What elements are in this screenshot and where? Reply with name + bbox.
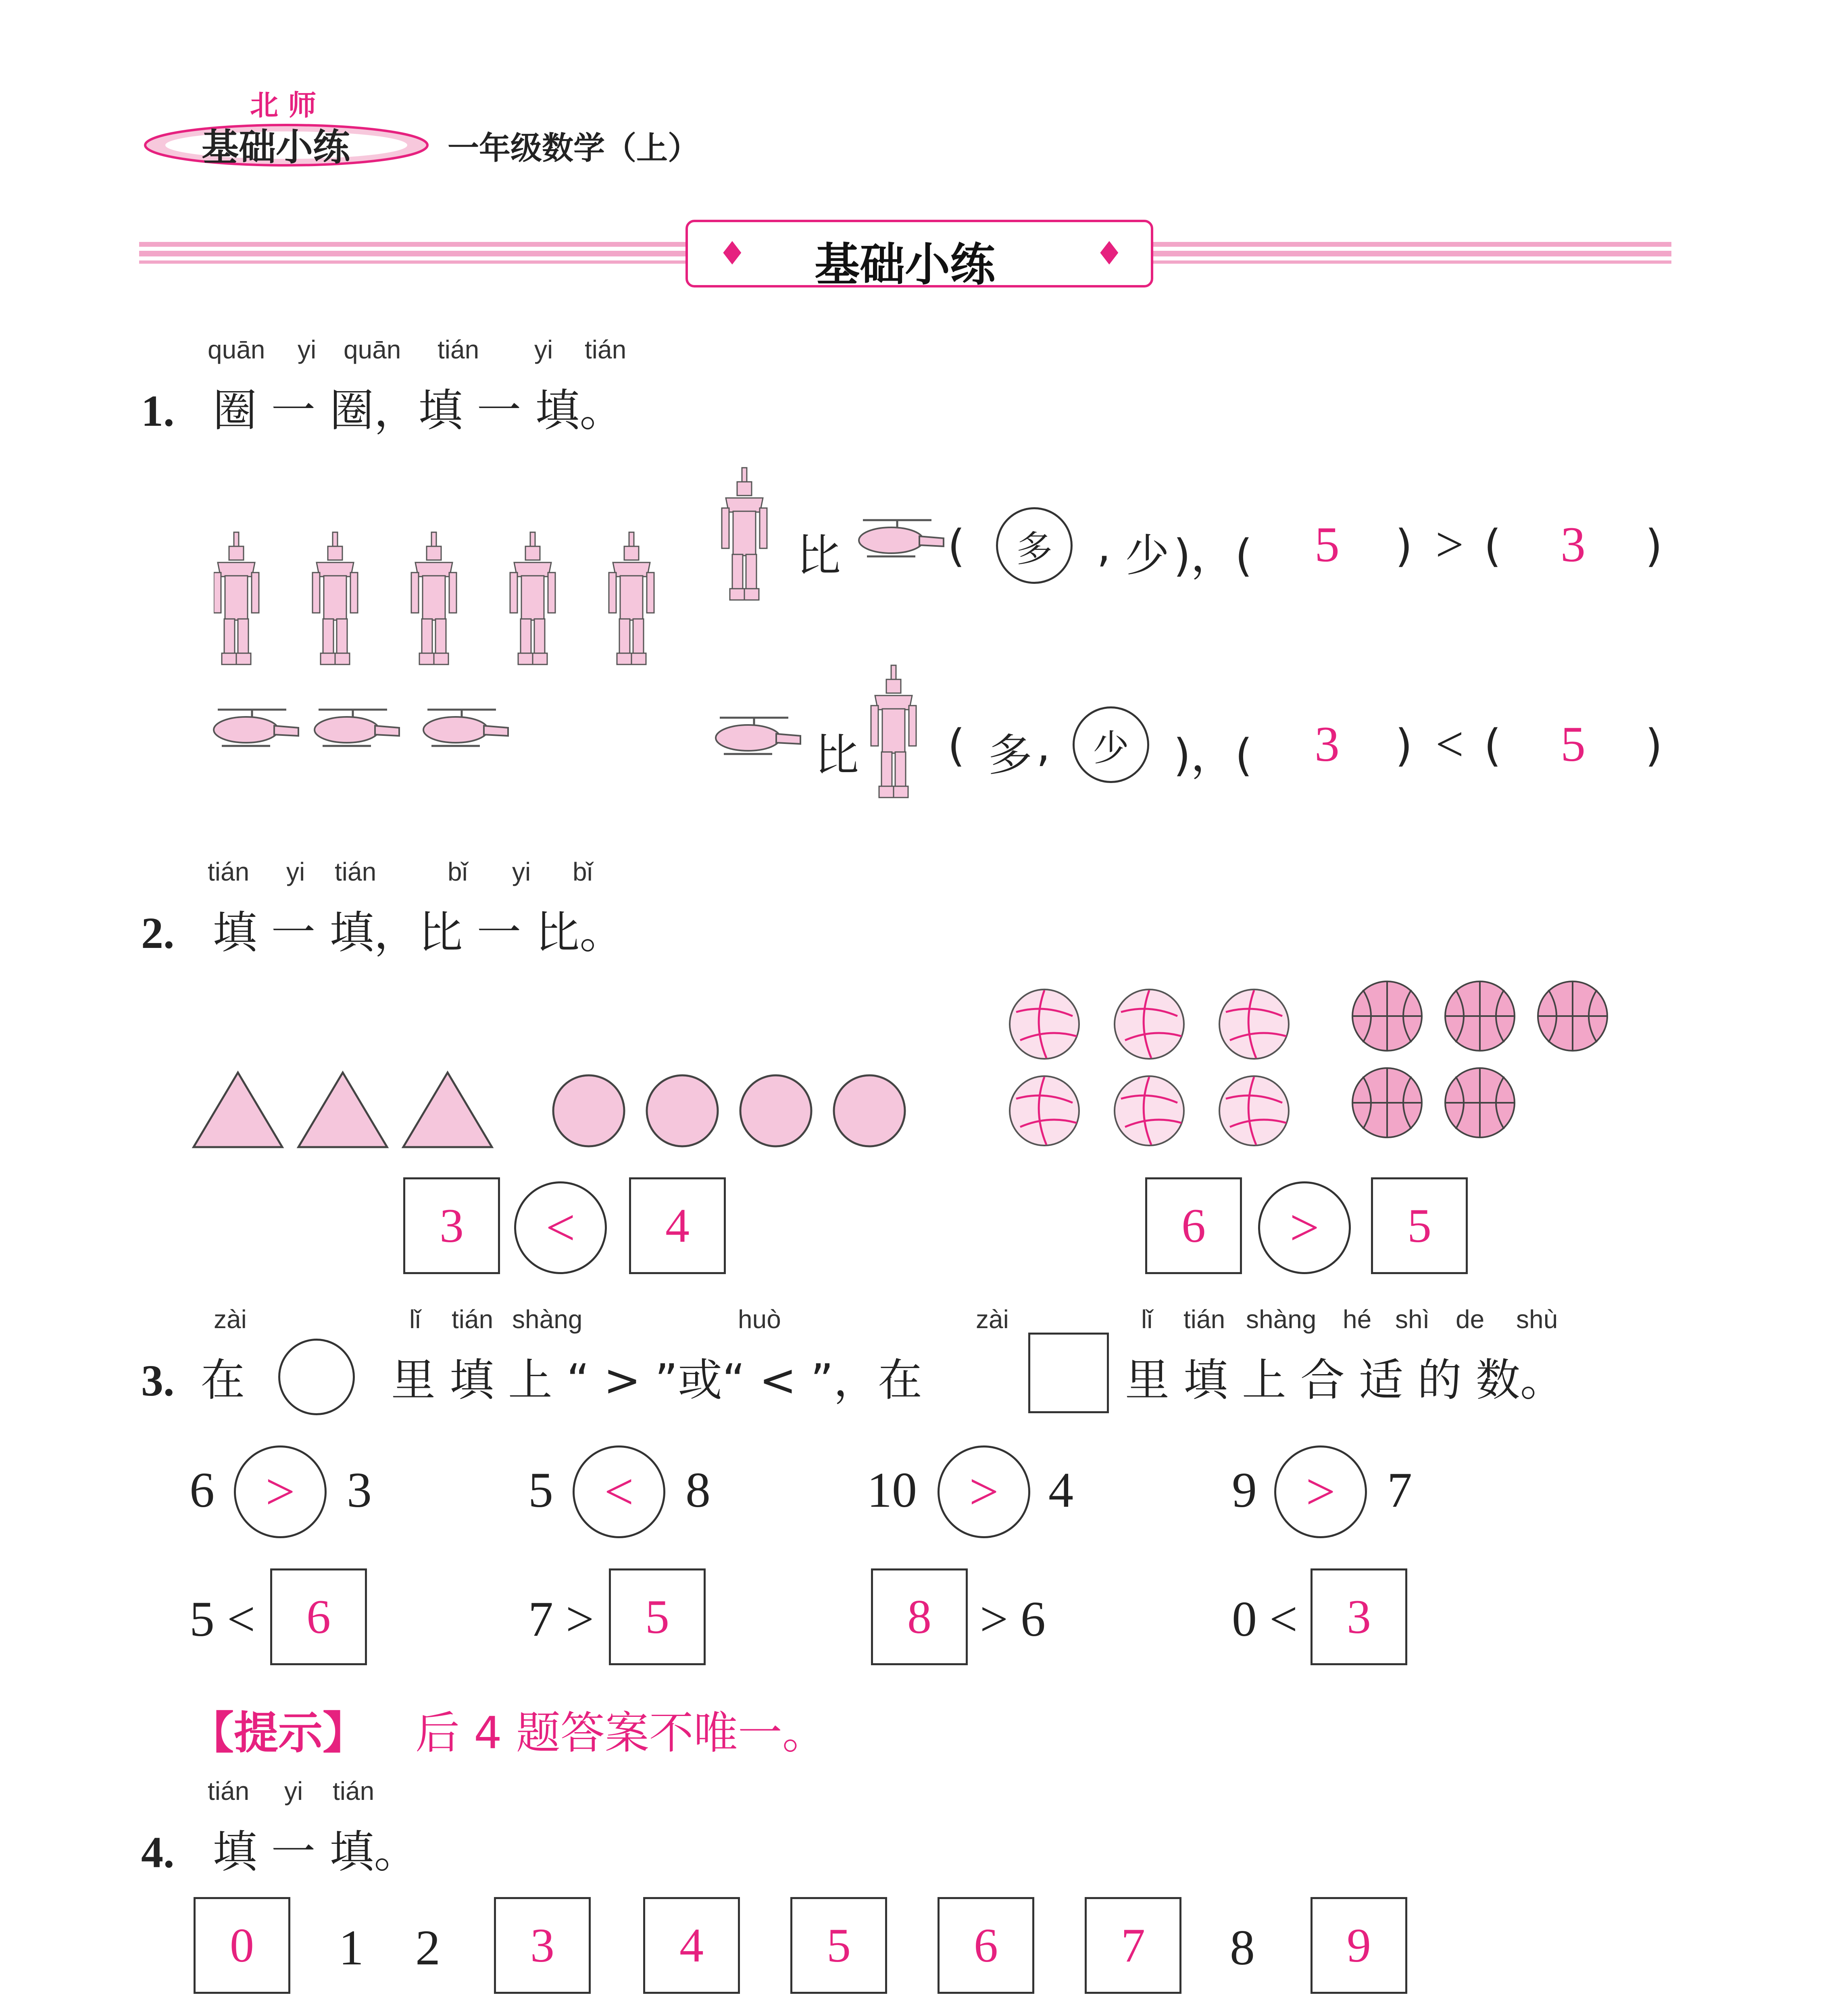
question-number: 2 bbox=[141, 908, 163, 958]
robot-group bbox=[214, 520, 698, 681]
answer-box: 6 bbox=[270, 1568, 367, 1665]
item-number: 5 bbox=[528, 1462, 553, 1518]
triangle-shape bbox=[298, 1073, 387, 1147]
diamond-right-icon: ♦ bbox=[1095, 235, 1124, 272]
sequence-number: 8 bbox=[1230, 1920, 1255, 1975]
pinyin: tián bbox=[585, 335, 627, 364]
brand-top-label: 北 师 bbox=[250, 89, 317, 122]
item-text: > 6 bbox=[980, 1591, 1046, 1647]
pinyin: shù bbox=[1516, 1305, 1558, 1334]
answer-number: 5 bbox=[1315, 517, 1340, 572]
answer-circle: < bbox=[514, 1181, 607, 1274]
compare-word: 比 bbox=[796, 530, 841, 581]
sequence-number: 1 bbox=[339, 1920, 364, 1975]
sequence-box: 6 bbox=[938, 1897, 1034, 1994]
pinyin: yi bbox=[284, 1776, 303, 1806]
question-prompt: 填 一 填。 bbox=[213, 1826, 419, 1878]
question-prompt-b: 里 填 上 “ > ”或“ < ”，在 bbox=[391, 1354, 923, 1406]
robot-icon bbox=[510, 532, 555, 664]
robot-icon bbox=[313, 532, 358, 664]
robot-icon bbox=[411, 532, 456, 664]
answer-number: 5 bbox=[1561, 716, 1586, 772]
robot-icon bbox=[214, 532, 259, 664]
question-prompt-c: 里 填 上 合 适 的 数。 bbox=[1125, 1354, 1565, 1406]
question-prompt: 圈 一 圈，填 一 填。 bbox=[213, 385, 624, 436]
answer-box: 3 bbox=[403, 1177, 500, 1274]
robot-icon bbox=[714, 464, 786, 625]
helicopter-icon bbox=[847, 512, 952, 573]
answer-number: 3 bbox=[1561, 517, 1586, 572]
option-word: 多 bbox=[988, 729, 1032, 781]
pinyin: tián bbox=[438, 335, 479, 364]
item-number: 8 bbox=[685, 1462, 710, 1518]
pinyin: yi bbox=[512, 857, 531, 886]
circled-answer: 多 bbox=[996, 507, 1073, 584]
item-number: 6 bbox=[190, 1462, 215, 1518]
item-number: 3 bbox=[347, 1462, 372, 1518]
question-number: 4 bbox=[141, 1828, 163, 1877]
sequence-box: 9 bbox=[1311, 1897, 1407, 1994]
sequence-box: 4 bbox=[643, 1897, 740, 1994]
pinyin: tián bbox=[335, 857, 377, 886]
pinyin: yi bbox=[298, 335, 317, 364]
hint-text: 后 4 题答案不唯一。 bbox=[415, 1707, 827, 1759]
shapes-group bbox=[190, 1060, 915, 1153]
circle-shape bbox=[740, 1075, 811, 1146]
pinyin: zài bbox=[214, 1305, 247, 1334]
sequence-number: 2 bbox=[415, 1920, 440, 1975]
answer-box: 4 bbox=[629, 1177, 726, 1274]
pinyin: tián bbox=[452, 1305, 494, 1334]
circle-shape bbox=[553, 1075, 624, 1146]
pinyin: lǐ bbox=[1141, 1305, 1153, 1334]
sample-circle bbox=[278, 1339, 355, 1415]
item-number: 7 bbox=[1387, 1462, 1412, 1518]
item-number: 9 bbox=[1232, 1462, 1257, 1518]
triangle-shape bbox=[194, 1073, 282, 1147]
pinyin: yi bbox=[534, 335, 553, 364]
book-subtitle: 一年级数学（上） bbox=[448, 130, 700, 167]
pinyin: shàng bbox=[1246, 1305, 1317, 1334]
pinyin: hé bbox=[1343, 1305, 1372, 1334]
pinyin: tián bbox=[208, 857, 250, 886]
workbook-page: 北 师 基础小练 一年级数学（上） ♦ ♦ 基础小练 quān yi quān tián yi tián 1. 圈 一 圈，填 一 填。 比 ( 多 , 少 )，( 5 ) > ( 3 ) 比 ( 多 , 少 )，( 3 ) < ( 5 ) tián yi tián bǐ yi bǐ 2. 填 一 填，比 一 比。 3 < 4 6 > 5 zài lǐ tián shàng huò zài lǐ tián shàng hé shì de shù 3. 在 里 填 上 “ > ”或“ < ”，在 里 填 上 合 适 的 数。 6 > 3 5 < 8 10 > 4 9 > 7 5 < 6 7 > 5 8 > 6 0 < 3 【提示】 后 4 题答案不唯一。 tián yi tián 4. 填 一 填。 0 1 2 3 4 5 6 7 8 9 bbox=[0, 0, 1821, 2016]
item-number: 4 bbox=[1048, 1462, 1073, 1518]
circle-shape bbox=[834, 1075, 905, 1146]
question-number: 1 bbox=[141, 386, 163, 435]
item-text: 5 < bbox=[190, 1591, 255, 1647]
compare-sign: > bbox=[1436, 517, 1464, 572]
answer-circle: > bbox=[1274, 1445, 1367, 1538]
pinyin: quān bbox=[208, 335, 265, 364]
compare-sign: < bbox=[1436, 716, 1464, 772]
balls-group bbox=[1004, 976, 1633, 1161]
answer-circle: > bbox=[234, 1445, 327, 1538]
pinyin: lǐ bbox=[409, 1305, 421, 1334]
answer-number: 3 bbox=[1315, 716, 1340, 772]
pinyin: yi bbox=[286, 857, 305, 886]
circled-answer: 少 bbox=[1073, 706, 1149, 783]
sequence-box: 3 bbox=[494, 1897, 591, 1994]
pinyin: tián bbox=[208, 1776, 250, 1806]
robot-icon bbox=[609, 532, 654, 664]
sequence-box: 0 bbox=[194, 1897, 290, 1994]
question-prompt-a: 在 bbox=[200, 1354, 245, 1406]
helicopter-group bbox=[206, 702, 528, 762]
pinyin: huò bbox=[738, 1305, 781, 1334]
answer-circle: > bbox=[938, 1445, 1030, 1538]
pinyin: bǐ bbox=[448, 857, 468, 886]
answer-box: 5 bbox=[609, 1568, 706, 1665]
sequence-box: 5 bbox=[790, 1897, 887, 1994]
robot-icon bbox=[863, 661, 936, 823]
brand-main-label: 基础小练 bbox=[202, 126, 350, 169]
answer-box: 5 bbox=[1371, 1177, 1468, 1274]
pinyin: tián bbox=[333, 1776, 375, 1806]
option-word: 少 bbox=[1125, 530, 1169, 581]
compare-word: 比 bbox=[815, 729, 859, 781]
question-number: 3 bbox=[141, 1356, 163, 1405]
answer-box: 3 bbox=[1311, 1568, 1407, 1665]
item-text: 7 > bbox=[528, 1591, 594, 1647]
pinyin: bǐ bbox=[573, 857, 593, 886]
pinyin: de bbox=[1456, 1305, 1485, 1334]
hint-label: 【提示】 bbox=[190, 1707, 367, 1759]
answer-circle: > bbox=[1258, 1181, 1351, 1274]
diamond-left-icon: ♦ bbox=[718, 235, 747, 272]
pinyin: tián bbox=[1183, 1305, 1225, 1334]
answer-circle: < bbox=[573, 1445, 665, 1538]
pinyin: shì bbox=[1395, 1305, 1430, 1334]
pinyin: shàng bbox=[512, 1305, 583, 1334]
triangle-shape bbox=[403, 1073, 492, 1147]
pinyin: quān bbox=[344, 335, 401, 364]
answer-box: 6 bbox=[1145, 1177, 1242, 1274]
helicopter-icon bbox=[704, 710, 808, 770]
pinyin: zài bbox=[976, 1305, 1009, 1334]
sample-box bbox=[1028, 1333, 1109, 1413]
banner-title: 基础小练 bbox=[815, 239, 995, 291]
item-number: 10 bbox=[867, 1462, 917, 1518]
sequence-box: 7 bbox=[1085, 1897, 1181, 1994]
circle-shape bbox=[647, 1075, 718, 1146]
item-text: 0 < bbox=[1232, 1591, 1298, 1647]
question-prompt: 填 一 填，比 一 比。 bbox=[213, 907, 624, 958]
answer-box: 8 bbox=[871, 1568, 968, 1665]
